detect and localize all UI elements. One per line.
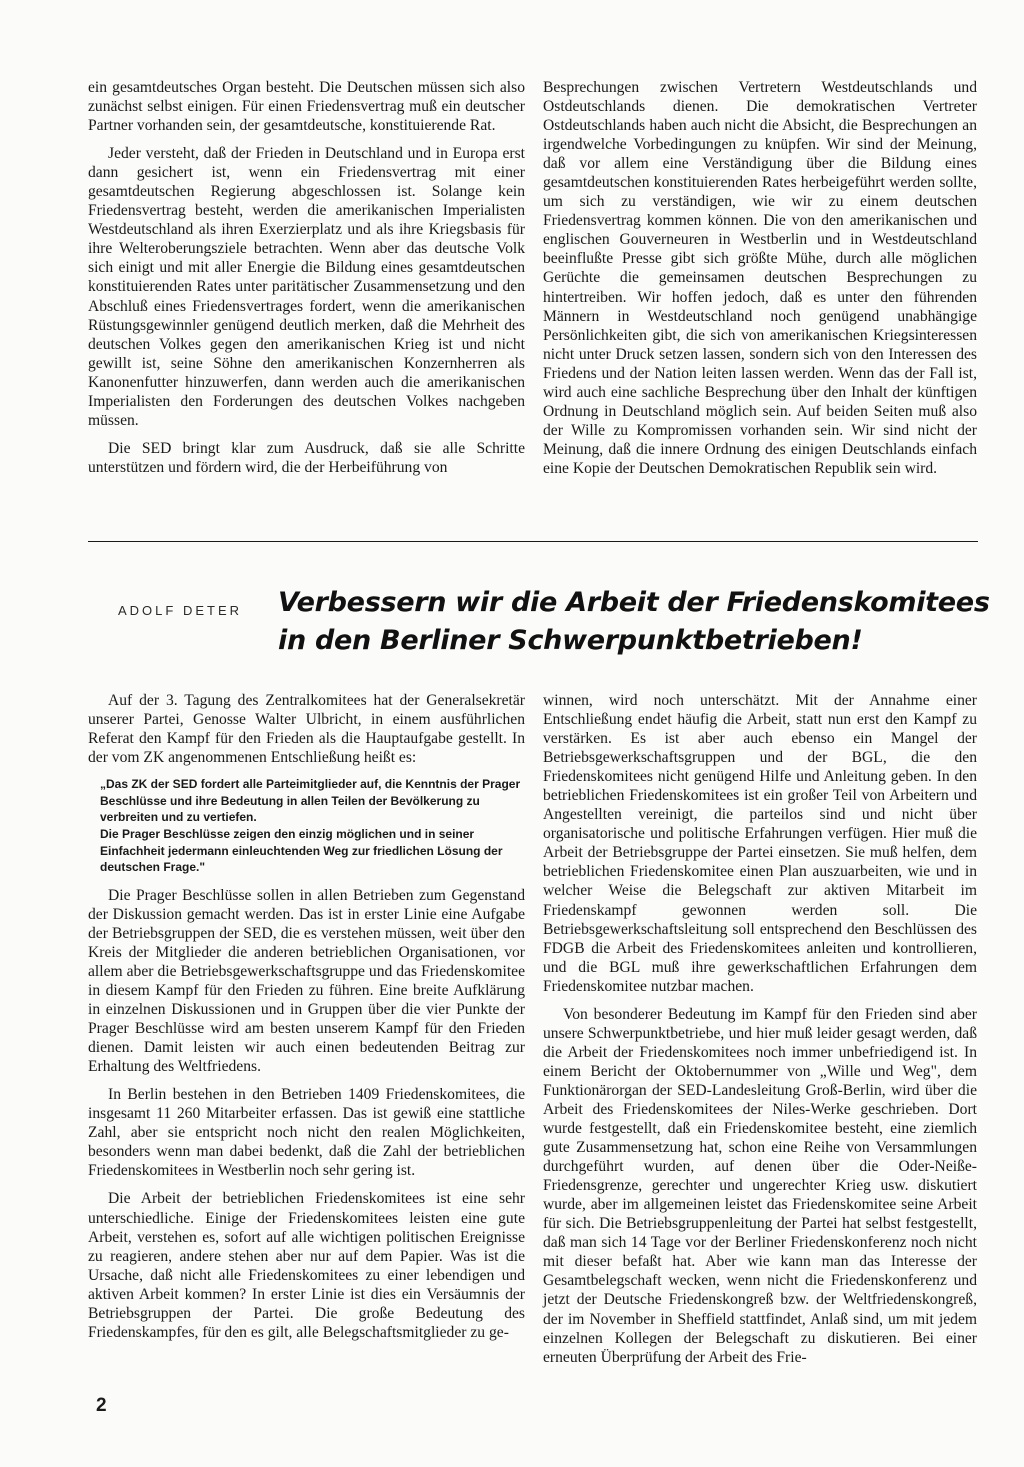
paragraph: Auf der 3. Tagung des Zentralkomitees hat der Generalsekretär unserer Partei, Genosse Walter Ulbricht, in einem ausführlichen Referat den Kampf für den Frieden als die Hauptaufgabe gestellt. In der vom ZK angenommenen Entschließung heißt es: bbox=[88, 692, 525, 767]
paragraph: ein gesamtdeutsches Organ besteht. Die Deutschen müssen sich also zunächst selbst einigen. Für einen Friedensvertrag muß ein deutscher Partner vorhanden sein, der gesamtdeutsche, konstituierende Rat. bbox=[88, 79, 525, 135]
page-number: 2 bbox=[96, 1395, 107, 1416]
top-left-column bbox=[88, 78, 525, 486]
article-author: ADOLF DETER bbox=[118, 603, 243, 618]
article-title-line-2: in den Berliner Schwerpunktbetrieben! bbox=[278, 625, 863, 656]
quote-paragraph: Die Prager Beschlüsse zeigen den einzig möglichen und in seiner Einfachheit jedermann einleuchtenden Weg zur friedlichen Lösung der deutschen Frage." bbox=[100, 826, 503, 875]
paragraph: Die SED bringt klar zum Ausdruck, daß sie alle Schritte unterstützen und fördern wird, die der Herbeiführung von bbox=[88, 439, 525, 476]
article-left-column bbox=[88, 691, 525, 1351]
quote-paragraph: „Das ZK der SED fordert alle Parteimitglieder auf, die Kenntnis der Prager Beschlüsse und ihre Bedeutung in allen Teilen der Bevölkerung zu verbreiten und zu vertiefen. bbox=[100, 777, 521, 825]
paragraph: Besprechungen zwischen Vertretern Westdeutschlands und Ostdeutschlands dienen. Die demokratischen Vertreter Ostdeutschlands haben auch nicht die Absicht, die Besprechungen an irgendwelche Vorbedingungen zu knüpfen. Wir sind der Meinung, daß vor allem eine Verständigung über die Bildung eines gesamtdeutschen konstituierenden Rates herbeigeführt werden sollte, um sich zu verständigen, wie wir zu einem deutschen Friedensvertrag kommen können. Die von den amerikanischen und englischen Gouverneuren in Westberlin und in Westdeutschland beeinflußte Presse gibt sich größte Mühe, durch alle möglichen Gerüchte die gemeinsamen deutschen Besprechungen zu hintertreiben. Wir hoffen jedoch, daß es unter den führenden Männern in Westdeutschland noch genügend unabhängige Persönlichkeiten gibt, die sich von amerikanischen Kriegsinteressen nicht unter Druck setzen lassen, sondern sich von den Interessen des Friedens und der Nation leiten lassen werden. Wenn das der Fall ist, wird auch eine sachliche Besprechung über den Inhalt der künftigen Ordnung in Deutschland möglich sein. Auf beiden Seiten muß also der Wille zu Kompromissen vorhanden sein. Wir sind nicht der Meinung, daß die innere Ordnung des einigen Deutschlands einfach eine Kopie der Deutschen Demokratischen Republik sein wird. bbox=[543, 79, 977, 477]
article-right-column bbox=[543, 691, 977, 1376]
top-right-column bbox=[543, 78, 977, 487]
article-title bbox=[278, 584, 998, 660]
paragraph: Von besonderer Bedeutung im Kampf für den Frieden sind aber unsere Schwerpunktbetriebe, und hier muß leider gesagt werden, daß die Arbeit der Friedenskomitees noch immer unbefriedigend ist. In einem Bericht der Oktobernummer von „Wille und Weg", dem Funktionärorgan der SED-Landesleitung Groß-Berlin, wird über die Arbeit des Friedenskomitees der Niles-Werke geschrieben. Dort wurde festgestellt, daß ein Friedenskomitee besteht, eine ziemlich gute Zusammensetzung hat, schon eine Reihe von Versammlungen durchgeführt wurden, auf denen über die Oder-Neiße-Friedensgrenze, gerechter und ungerechter Krieg usw. diskutiert wurde, aber im allgemeinen leistet das Friedenskomitee seine Arbeit für sich. Die Betriebsgruppenleitung der Partei hat selbst festgestellt, daß man sich 14 Tage vor der Berliner Friedenskonferenz noch nicht mit dieser befaßt hat. Aber wie kann man das Interesse der Gesamtbelegschaft wecken, wenn nicht die Friedenskonferenz und jetzt der Deutsche Friedenskongreß bzw. der Weltfriedenskongreß, der im November in Sheffield stattfindet, Anlaß sind, um mit jedem einzelnen Kollegen der Belegschaft zu diskutieren. Bei einer erneuten Überprüfung der Arbeit des Frie- bbox=[543, 1005, 977, 1366]
paragraph: Jeder versteht, daß der Frieden in Deutschland und in Europa erst dann gesichert ist, wenn ein Friedensvertrag mit einer gesamtdeutschen Regierung abgeschlossen ist. Solange kein Friedensvertrag besteht, werden die amerikanischen Imperialisten Westdeutschland als ihren Exerzierplatz und als ihre Kriegsbasis für ihre Welteroberungsziele betrachten. Wenn aber das deutsche Volk sich einigt und mit aller Energie die Bildung eines gesamtdeutschen konstituierenden Rates unter paritätischer Zusammensetzung und den Abschluß eines Friedensvertrages fordert, wenn die amerikanischen Rüstungsgewinnler genügend deutlich merken, daß die Mehrheit des deutschen Volkes gegen den amerikanischen Krieg ist und nicht gewillt ist, seine Söhne den amerikanischen Konzernherren als Kanonenfutter hinzuwerfen, dann werden auch die amerikanischen Imperialisten den Forderungen des deutschen Volkes nachgeben müssen. bbox=[88, 145, 525, 429]
paragraph: Die Prager Beschlüsse sollen in allen Betrieben zum Gegenstand der Diskussion gemacht werden. Das ist in erster Linie eine Aufgabe der Betriebsgruppen der SED, die es verstehen müssen, weit über den Kreis der Mitglieder die anderen betrieblichen Organisationen, vor allem aber die Betriebsgewerkschaftsgruppe und das Friedenskomitee in diesem Kampf für den Frieden zu führen. Eine breite Aufklärung in einzelnen Diskussionen und in Gruppen über die vier Punkte der Prager Beschlüsse wird am besten unserem Kampf für den Frieden dienen. Damit leisten wir auch einen bedeutenden Beitrag zur Erhaltung des Weltfriedens. bbox=[88, 886, 525, 1076]
paragraph: In Berlin bestehen in den Betrieben 1409 Friedenskomitees, die insgesamt 11 260 Mitarbeiter erfassen. Das ist gewiß eine stattliche Zahl, aber sie entspricht noch nicht den realen Möglichkeiten, besonders wenn man dabei bedenkt, daß die Zahl der betrieblichen Friedenskomitees in Westberlin noch sehr gering ist. bbox=[88, 1086, 525, 1180]
resolution-quote bbox=[100, 776, 525, 876]
paragraph: winnen, wird noch unterschätzt. Mit der Annahme einer Entschließung endet häufig die Arbeit, statt nun erst den Kampf zu verstärken. Es ist aber auch ebenso ein Mangel der Betriebsgewerkschaftsgruppen und der BGL, die den Friedenskomitees nicht genügend Hilfe und Anleitung geben. In den betrieblichen Friedenskomitees ist ein großer Teil von Arbeitern und Angestellten vereinigt, die parteilos sind und nicht über organisatorische und politische Erfahrungen verfügen. Hier muß die Arbeit der Betriebsgruppe der Partei einsetzen. Sie muß helfen, dem betrieblichen Friedenskomitee einen Plan auszuarbeiten, wie und in welcher Weise die Belegschaft zur aktiven Mitarbeit im Friedenskampf gewonnen werden soll. Die Betriebsgewerkschaftsleitung soll entsprechend den Beschlüssen des FDGB die Arbeit des Friedenskomitees anleiten und kontrollieren, und die BGL muß ihre gewerkschaftlichen Erfahrungen dem Friedenskomitee nutzbar machen. bbox=[543, 692, 977, 995]
section-divider bbox=[88, 541, 978, 542]
paragraph: Die Arbeit der betrieblichen Friedenskomitees ist eine sehr unterschiedliche. Einige der Friedenskomitees leisten eine gute Arbeit, verstehen es, sofort auf alle wichtigen politischen Ereignisse zu reagieren, andere stehen aber nur auf dem Papier. Was ist die Ursache, daß nicht alle Friedenskomitees zu einer lebendigen und aktiven Arbeit kommen? In erster Linie ist dies ein Versäumnis der Betriebsgruppen der Partei. Die große Bedeutung des Friedenskampfes, für den es gilt, alle Belegschaftsmitglieder zu ge- bbox=[88, 1190, 525, 1341]
article-title-line-1: Verbessern wir die Arbeit der Friedenskomitees bbox=[278, 587, 990, 618]
